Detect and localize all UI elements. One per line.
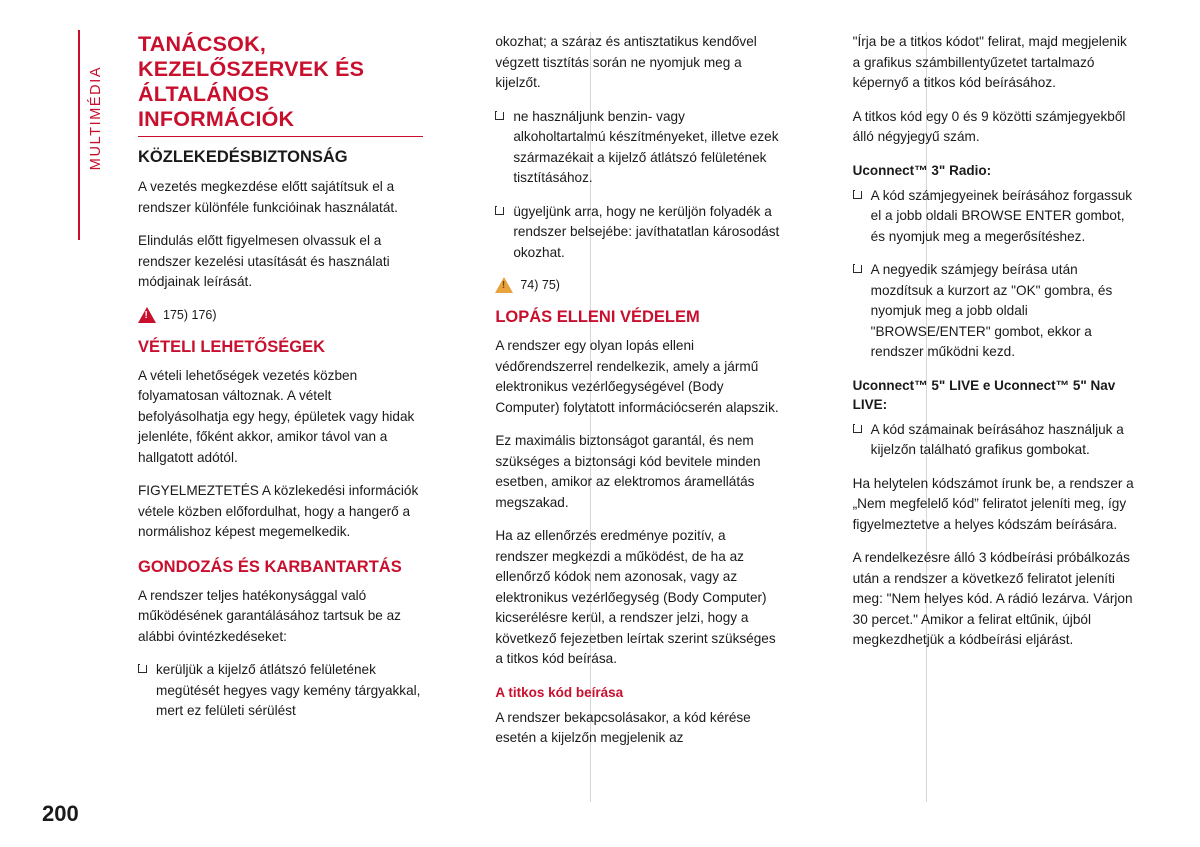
bullet-square-icon <box>138 664 147 673</box>
paragraph-theft-2: Ez maximális biztonságot garantál, és nem szükséges a biztonsági kód bevitele minden esetben, amikor az elektromos áramellátás megszakad. <box>495 433 761 510</box>
bullet-square-icon <box>853 424 862 433</box>
paragraph-reception-1: A vételi lehetőségek vezetés közben folyamatosan változnak. A vételt befolyásolhatja egy hegy, épületek vagy hidak jelenléte, főként akkor, amikor távol van a hallgatott adótól. <box>138 367 415 465</box>
bullet-care-2 <box>495 107 780 189</box>
bullet-radio3-2 <box>853 260 1138 363</box>
bullet-care-1-text: kerüljük a kijelző átlátszó felületének megütését hegyes vagy kemény tárgyakkal, mert ez felületi sérülést <box>156 662 421 718</box>
bullet-care-1 <box>138 660 423 722</box>
bullet-square-icon <box>495 111 504 120</box>
paragraph-theft-1: A rendszer egy olyan lopás elleni védőrendszerrel rendelkezik, amely a jármű elektronikus vezérlőegységével (Body Computer) folytatott információcserén alapszik. <box>495 338 779 415</box>
paragraph-code-digits: A titkos kód egy 0 és 9 közötti számjegyekből álló négyjegyű szám. <box>852 108 1126 144</box>
warning-note-1 <box>138 307 423 323</box>
heading-theft-protection: LOPÁS ELLENI VÉDELEM <box>495 308 700 326</box>
section-tab <box>78 30 102 240</box>
paragraph-wrong-code: Ha helytelen kódszámot írunk be, a rendszer a „Nem megfelelő kód” feliratot jeleníti meg, így figyelmeztetve a helyes kódszám beírására. <box>852 475 1134 532</box>
paragraph-care-continued: okozhat; a száraz és antisztatikus kendővel végzett tisztítás során ne nyomjuk meg a kijelzőt. <box>495 34 757 90</box>
bullet-care-3-text: ügyeljünk arra, hogy ne kerüljön folyadék a rendszer belsejébe: javíthatatlan károsodást okozhat. <box>513 203 780 260</box>
bullet-live-1-text: A kód számainak beírásához használjuk a kijelzőn található grafikus gombokat. <box>870 421 1124 457</box>
bullet-radio3-1-text: A kód számjegyeinek beírásához forgassuk el a jobb oldali BROWSE ENTER gombot, és nyomjuk meg a megerősítéshez. <box>870 187 1133 244</box>
title-rule <box>138 136 423 137</box>
section-tab-label: MULTIMÉDIA <box>88 65 104 171</box>
bullet-square-icon <box>853 190 862 199</box>
heading-uconnect-5-live: Uconnect™ 5" LIVE e Uconnect™ 5" Nav LIVE: <box>852 377 1116 412</box>
paragraph-secret-code-1: A rendszer bekapcsolásakor, a kód kérése esetén a kijelzőn megjelenik az <box>495 709 751 745</box>
paragraph-theft-3: Ha az ellenőrzés eredménye pozitív, a rendszer megkezdi a működést, de ha az ellenőrző kódok nem azonosak, vagy az elektronikus vezérlőegység (Body Computer) kicserélésre kerül, a rendszer jelzi, hogy a következő fejezetben leírtak szerint szükséges a titkos kód beírása. <box>495 528 776 666</box>
warning-note-2 <box>495 277 780 293</box>
heading-uconnect-3-radio: Uconnect™ 3" Radio: <box>852 162 992 178</box>
paragraph-code-continued: "Írja be a titkos kódot" felirat, majd megjelenik a grafikus számbillentyűzetet tartalmazó képernyő a titkos kód beírásához. <box>852 34 1127 90</box>
heading-care-maintenance: GONDOZÁS ÉS KARBANTARTÁS <box>138 557 402 576</box>
warning-triangle-icon <box>138 307 156 323</box>
paragraph-care-1: A rendszer teljes hatékonysággal való működésének garantálásához tartsuk be az alábbi óvintézkedéseket: <box>138 587 401 644</box>
bullet-radio3-2-text: A negyedik számjegy beírása után mozdítsuk a kurzort az "OK" gombra, és nyomjuk meg a jobb oldali "BROWSE/ENTER" gombot, ekkor a rendszer működni kezd. <box>870 262 1113 359</box>
section-tab-rule <box>78 30 80 240</box>
column-3 <box>817 32 1138 802</box>
paragraph-safety-2: Elindulás előtt figyelmesen olvassuk el a rendszer kezelési utasítását és használati módjainak leírását. <box>138 233 390 289</box>
bullet-square-icon <box>853 264 862 273</box>
bullet-care-3 <box>495 202 780 264</box>
paragraph-three-attempts: A rendelkezésre álló 3 kódbeírási próbálkozás után a rendszer a következő feliratot jeleníti meg: "Nem helyes kód. A rádió lezárva. Várjon 30 percet." Amikor a felirat eltűnik, újból megkezdhetjük a kódbeírási eljárást. <box>852 550 1133 647</box>
column-1 <box>138 32 423 802</box>
heading-secret-code: A titkos kód beírása <box>495 684 624 700</box>
heading-reception: VÉTELI LEHETŐSÉGEK <box>138 337 326 356</box>
bullet-live-1 <box>853 420 1138 461</box>
paragraph-reception-2: FIGYELMEZTETÉS A közlekedési információk vétele közben előfordulhat, hogy a hangerő a normálishoz képest megemelkedik. <box>138 483 419 539</box>
bullet-care-2-text: ne használjunk benzin- vagy alkoholtartalmú készítményeket, illetve ezek származékait a kijelző átlátszó felületének tisztításához. <box>513 108 779 185</box>
page-title: TANÁCSOK, KEZELŐSZERVEK ÉS ÁLTALÁNOS INFORMÁCIÓK <box>138 32 365 131</box>
warning-refs-1: 175) 176) <box>163 307 217 322</box>
warning-refs-2: 74) 75) <box>520 278 560 292</box>
caution-triangle-icon <box>495 277 513 293</box>
bullet-square-icon <box>495 206 504 215</box>
page-number: 200 <box>42 801 79 826</box>
heading-road-safety: KÖZLEKEDÉSBIZTONSÁG <box>138 148 348 166</box>
paragraph-safety-1: A vezetés megkezdése előtt sajátítsuk el a rendszer különféle funkcióinak használatát. <box>138 179 398 215</box>
page-columns <box>138 32 1138 802</box>
bullet-radio3-1 <box>853 186 1138 248</box>
column-2 <box>459 32 780 802</box>
